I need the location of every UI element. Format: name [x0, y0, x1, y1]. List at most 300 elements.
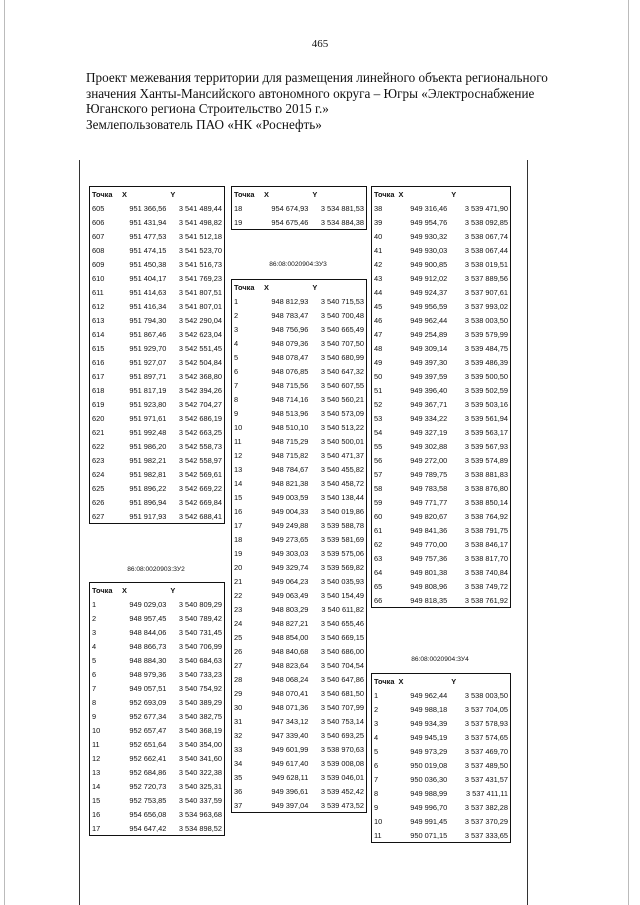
x-coordinate: 948 821,38 [271, 478, 309, 488]
header-y: Y [170, 189, 176, 199]
y-coordinate: 3 539 588,78 [320, 520, 364, 530]
table-row [372, 593, 510, 607]
x-coordinate: 949 973,29 [410, 746, 448, 756]
point-number: 5 [92, 655, 97, 665]
parcel-caption-zu3: 86:08:0020904:ЗУ3 [269, 261, 327, 268]
y-coordinate: 3 540 337,59 [178, 795, 222, 805]
point-number: 20 [234, 562, 243, 572]
table-row [232, 308, 366, 322]
document-heading [86, 70, 566, 132]
table-row [372, 565, 510, 579]
y-coordinate: 3 540 704,54 [320, 660, 364, 670]
x-coordinate: 949 912,02 [410, 273, 448, 283]
point-number: 46 [374, 315, 383, 325]
table-row [90, 285, 224, 299]
point-number: 8 [374, 788, 379, 798]
y-coordinate: 3 540 665,49 [320, 324, 364, 334]
point-number: 622 [92, 441, 105, 451]
header-point: Точка [374, 676, 395, 686]
x-coordinate: 951 867,46 [129, 329, 167, 339]
y-coordinate: 3 540 707,99 [320, 702, 364, 712]
y-coordinate: 3 537 993,02 [464, 301, 508, 311]
x-coordinate: 949 063,49 [271, 590, 309, 600]
x-coordinate: 949 900,85 [410, 259, 448, 269]
table-row [372, 523, 510, 537]
table-row [90, 355, 224, 369]
x-coordinate: 951 897,71 [129, 371, 167, 381]
header-y: Y [451, 189, 457, 199]
point-number: 10 [92, 725, 101, 735]
y-coordinate: 3 538 003,50 [464, 315, 508, 325]
table-row [90, 667, 224, 681]
x-coordinate: 948 854,00 [271, 632, 309, 642]
y-coordinate: 3 537 889,56 [464, 273, 508, 283]
x-coordinate: 949 303,03 [271, 548, 309, 558]
y-coordinate: 3 540 607,55 [320, 380, 364, 390]
table-row [232, 462, 366, 476]
y-coordinate: 3 542 504,84 [178, 357, 222, 367]
x-coordinate: 951 896,22 [129, 483, 167, 493]
table-row [372, 453, 510, 467]
y-coordinate: 3 541 523,70 [178, 245, 222, 255]
point-number: 52 [374, 399, 383, 409]
x-coordinate: 949 783,58 [410, 483, 448, 493]
table-row [90, 695, 224, 709]
table-row [232, 714, 366, 728]
table-row [372, 201, 510, 215]
x-coordinate: 951 366,56 [129, 203, 167, 213]
coordinates-grid [232, 187, 366, 229]
point-number: 33 [234, 744, 243, 754]
y-coordinate: 3 538 970,63 [320, 744, 364, 754]
y-coordinate: 3 538 881,83 [464, 469, 508, 479]
table-row [90, 299, 224, 313]
x-coordinate: 949 757,36 [410, 553, 448, 563]
table-row [90, 793, 224, 807]
table-row [372, 411, 510, 425]
table-row [232, 201, 366, 215]
y-coordinate: 3 541 489,44 [178, 203, 222, 213]
y-coordinate: 3 538 761,92 [464, 595, 508, 605]
x-coordinate: 951 414,63 [129, 287, 167, 297]
point-number: 1 [374, 690, 379, 700]
x-coordinate: 954 674,93 [271, 203, 309, 213]
point-number: 49 [374, 357, 383, 367]
point-number: 43 [374, 273, 383, 283]
y-coordinate: 3 534 881,53 [320, 203, 364, 213]
header-point: Точка [234, 282, 255, 292]
point-number: 32 [234, 730, 243, 740]
point-number: 31 [234, 716, 243, 726]
point-number: 30 [234, 702, 243, 712]
y-coordinate: 3 540 154,49 [320, 590, 364, 600]
x-coordinate: 949 029,03 [129, 599, 167, 609]
x-coordinate: 948 071,36 [271, 702, 309, 712]
x-coordinate: 949 820,67 [410, 511, 448, 521]
y-coordinate: 3 540 706,99 [178, 641, 222, 651]
y-coordinate: 3 542 688,41 [178, 511, 222, 521]
table-header-row [232, 187, 366, 201]
point-number: 12 [92, 753, 101, 763]
coordinates-table-zu3 [231, 279, 367, 813]
x-coordinate: 951 431,94 [129, 217, 167, 227]
x-coordinate: 949 334,22 [410, 413, 448, 423]
point-number: 616 [92, 357, 105, 367]
point-number: 26 [234, 646, 243, 656]
table-row [90, 467, 224, 481]
point-number: 24 [234, 618, 243, 628]
y-coordinate: 3 542 669,22 [178, 483, 222, 493]
table-row [90, 821, 224, 835]
x-coordinate: 951 450,38 [129, 259, 167, 269]
point-number: 64 [374, 567, 383, 577]
point-number: 5 [234, 352, 239, 362]
point-number: 620 [92, 413, 105, 423]
table-row [372, 383, 510, 397]
x-coordinate: 949 962,44 [410, 315, 448, 325]
y-coordinate: 3 538 846,17 [464, 539, 508, 549]
point-number: 11 [374, 830, 382, 840]
x-coordinate: 948 510,10 [271, 422, 309, 432]
y-coordinate: 3 542 368,80 [178, 371, 222, 381]
x-coordinate: 952 662,41 [129, 753, 167, 763]
y-coordinate: 3 540 733,23 [178, 669, 222, 679]
point-number: 66 [374, 595, 383, 605]
parcel-caption-zu2: 86:08:0020903:ЗУ2 [127, 566, 185, 573]
table-row [232, 756, 366, 770]
y-coordinate: 3 540 389,29 [178, 697, 222, 707]
scan-edge-left [4, 0, 5, 905]
point-number: 12 [234, 450, 243, 460]
x-coordinate: 951 982,21 [129, 455, 167, 465]
y-coordinate: 3 540 700,48 [320, 310, 364, 320]
table-row [232, 294, 366, 308]
point-number: 611 [92, 287, 104, 297]
y-coordinate: 3 539 008,08 [320, 758, 364, 768]
y-coordinate: 3 537 469,70 [464, 746, 508, 756]
y-coordinate: 3 542 394,26 [178, 385, 222, 395]
table-row [372, 786, 510, 800]
y-coordinate: 3 539 502,59 [464, 385, 508, 395]
table-row [372, 744, 510, 758]
point-number: 610 [92, 273, 105, 283]
point-number: 606 [92, 217, 105, 227]
header-point: Точка [92, 585, 113, 595]
point-number: 4 [92, 641, 97, 651]
point-number: 2 [234, 310, 239, 320]
table-row [232, 406, 366, 420]
table-row [372, 215, 510, 229]
y-coordinate: 3 537 370,29 [464, 816, 508, 826]
y-coordinate: 3 537 574,65 [464, 732, 508, 742]
x-coordinate: 949 962,44 [410, 690, 448, 700]
point-number: 4 [374, 732, 379, 742]
table-row [90, 807, 224, 821]
x-coordinate: 948 513,96 [271, 408, 309, 418]
coordinates-table-38-66 [371, 186, 511, 608]
table-row [90, 751, 224, 765]
table-row [372, 341, 510, 355]
point-number: 16 [92, 809, 101, 819]
header-point: Точка [234, 189, 255, 199]
x-coordinate: 954 675,46 [271, 217, 309, 227]
y-coordinate: 3 540 368,19 [178, 725, 222, 735]
point-number: 614 [92, 329, 105, 339]
x-coordinate: 948 078,47 [271, 352, 309, 362]
point-number: 54 [374, 427, 383, 437]
y-coordinate: 3 541 516,73 [178, 259, 222, 269]
point-number: 619 [92, 399, 105, 409]
x-coordinate: 951 992,48 [129, 427, 167, 437]
table-row [90, 653, 224, 667]
table-row [372, 467, 510, 481]
y-coordinate: 3 540 611,82 [321, 604, 364, 614]
point-number: 626 [92, 497, 105, 507]
point-number: 627 [92, 511, 105, 521]
y-coordinate: 3 540 513,22 [320, 422, 364, 432]
x-coordinate: 948 812,93 [271, 296, 309, 306]
y-coordinate: 3 542 558,97 [178, 455, 222, 465]
x-coordinate: 949 954,76 [410, 217, 448, 227]
y-coordinate: 3 538 764,92 [464, 511, 508, 521]
y-coordinate: 3 539 567,93 [464, 441, 508, 451]
y-coordinate: 3 539 563,17 [464, 427, 508, 437]
table-row [232, 784, 366, 798]
point-number: 11 [234, 436, 242, 446]
x-coordinate: 948 783,47 [271, 310, 309, 320]
x-coordinate: 949 818,35 [410, 595, 448, 605]
point-number: 613 [92, 315, 105, 325]
table-row [372, 257, 510, 271]
x-coordinate: 947 343,12 [271, 716, 309, 726]
table-row [90, 383, 224, 397]
table-row [90, 313, 224, 327]
x-coordinate: 949 302,88 [410, 441, 448, 451]
table-row [372, 271, 510, 285]
table-row [90, 639, 224, 653]
table-row [232, 742, 366, 756]
x-coordinate: 954 656,08 [129, 809, 167, 819]
table-row [372, 243, 510, 257]
table-row [372, 355, 510, 369]
y-coordinate: 3 540 647,32 [320, 366, 364, 376]
x-coordinate: 952 693,09 [129, 697, 167, 707]
y-coordinate: 3 540 655,46 [320, 618, 364, 628]
point-number: 19 [234, 217, 243, 227]
y-coordinate: 3 540 669,15 [320, 632, 364, 642]
y-coordinate: 3 542 290,04 [178, 315, 222, 325]
point-number: 28 [234, 674, 243, 684]
point-number: 11 [92, 739, 100, 749]
point-number: 45 [374, 301, 383, 311]
table-row [372, 299, 510, 313]
table-row [90, 425, 224, 439]
point-number: 18 [234, 534, 243, 544]
point-number: 60 [374, 511, 383, 521]
table-row [232, 392, 366, 406]
x-coordinate: 949 617,40 [271, 758, 309, 768]
table-row [90, 765, 224, 779]
point-number: 1 [234, 296, 239, 306]
x-coordinate: 949 601,99 [271, 744, 309, 754]
table-row [372, 828, 510, 842]
x-coordinate: 948 079,36 [271, 338, 309, 348]
coordinates-grid [90, 583, 224, 835]
x-coordinate: 952 657,47 [129, 725, 167, 735]
y-coordinate: 3 537 382,28 [464, 802, 508, 812]
x-coordinate: 949 309,14 [410, 343, 448, 353]
table-row [232, 616, 366, 630]
point-number: 18 [234, 203, 243, 213]
y-coordinate: 3 540 573,09 [320, 408, 364, 418]
x-coordinate: 948 068,24 [271, 674, 309, 684]
y-coordinate: 3 540 809,29 [178, 599, 222, 609]
y-coordinate: 3 540 341,60 [178, 753, 222, 763]
x-coordinate: 952 720,73 [129, 781, 167, 791]
table-row [90, 481, 224, 495]
table-header-row [90, 583, 224, 597]
point-number: 17 [234, 520, 243, 530]
y-coordinate: 3 540 458,72 [320, 478, 364, 488]
table-header-row [372, 187, 510, 201]
point-number: 618 [92, 385, 105, 395]
y-coordinate: 3 540 731,45 [178, 627, 222, 637]
y-coordinate: 3 540 322,38 [178, 767, 222, 777]
x-coordinate: 950 071,15 [410, 830, 448, 840]
x-coordinate: 948 866,73 [129, 641, 167, 651]
y-coordinate: 3 539 503,16 [464, 399, 508, 409]
point-number: 62 [374, 539, 383, 549]
x-coordinate: 951 794,30 [129, 315, 167, 325]
x-coordinate: 951 927,07 [129, 357, 167, 367]
point-number: 55 [374, 441, 383, 451]
x-coordinate: 949 367,71 [410, 399, 448, 409]
table-row [90, 453, 224, 467]
x-coordinate: 949 841,36 [410, 525, 448, 535]
y-coordinate: 3 537 489,50 [464, 760, 508, 770]
table-header-row [90, 187, 224, 201]
table-row [232, 378, 366, 392]
x-coordinate: 948 784,67 [271, 464, 309, 474]
x-coordinate: 952 753,85 [129, 795, 167, 805]
point-number: 615 [92, 343, 105, 353]
coordinates-table-605-627 [89, 186, 225, 524]
point-number: 1 [92, 599, 97, 609]
table-row [372, 730, 510, 744]
table-row [90, 327, 224, 341]
y-coordinate: 3 534 963,68 [178, 809, 222, 819]
x-coordinate: 947 339,40 [271, 730, 309, 740]
table-row [232, 476, 366, 490]
y-coordinate: 3 539 046,01 [320, 772, 364, 782]
y-coordinate: 3 538 067,74 [464, 231, 508, 241]
table-row [232, 588, 366, 602]
x-coordinate: 948 827,21 [271, 618, 309, 628]
x-coordinate: 949 988,18 [410, 704, 448, 714]
x-coordinate: 952 677,34 [129, 711, 167, 721]
point-number: 6 [92, 669, 97, 679]
table-row [372, 495, 510, 509]
table-row [232, 546, 366, 560]
table-row [232, 364, 366, 378]
table-row [90, 779, 224, 793]
y-coordinate: 3 538 876,80 [464, 483, 508, 493]
table-row [372, 481, 510, 495]
y-coordinate: 3 534 898,52 [178, 823, 222, 833]
y-coordinate: 3 540 707,50 [320, 338, 364, 348]
point-number: 13 [92, 767, 101, 777]
table-row [372, 285, 510, 299]
x-coordinate: 948 714,16 [271, 394, 309, 404]
point-number: 63 [374, 553, 383, 563]
table-row [90, 397, 224, 411]
y-coordinate: 3 539 575,06 [320, 548, 364, 558]
x-coordinate: 949 003,59 [271, 492, 309, 502]
x-coordinate: 949 396,40 [410, 385, 448, 395]
table-row [372, 716, 510, 730]
point-number: 40 [374, 231, 383, 241]
table-row [232, 434, 366, 448]
point-number: 13 [234, 464, 243, 474]
point-number: 50 [374, 371, 383, 381]
table-row [372, 537, 510, 551]
y-coordinate: 3 540 693,25 [320, 730, 364, 740]
table-row [90, 369, 224, 383]
table-row [232, 574, 366, 588]
y-coordinate: 3 538 850,14 [464, 497, 508, 507]
y-coordinate: 3 538 749,72 [464, 581, 508, 591]
table-row [232, 322, 366, 336]
coordinates-grid [90, 187, 224, 523]
x-coordinate: 949 945,19 [410, 732, 448, 742]
x-coordinate: 951 896,94 [129, 497, 167, 507]
point-number: 56 [374, 455, 383, 465]
x-coordinate: 949 628,11 [271, 772, 309, 782]
header-x: X [398, 189, 404, 199]
point-number: 38 [374, 203, 383, 213]
table-row [372, 800, 510, 814]
y-coordinate: 3 540 035,93 [320, 576, 364, 586]
point-number: 59 [374, 497, 383, 507]
point-number: 623 [92, 455, 105, 465]
x-coordinate: 948 076,85 [271, 366, 309, 376]
x-coordinate: 948 756,96 [271, 324, 309, 334]
table-row [372, 313, 510, 327]
point-number: 8 [234, 394, 239, 404]
point-number: 2 [374, 704, 379, 714]
point-number: 609 [92, 259, 105, 269]
header-y: Y [312, 282, 318, 292]
header-point: Точка [92, 189, 113, 199]
point-number: 37 [234, 800, 243, 810]
point-number: 47 [374, 329, 383, 339]
point-number: 608 [92, 245, 105, 255]
x-coordinate: 948 715,29 [271, 436, 309, 446]
heading-line: значения Ханты-Мансийского автономного округа – Югры «Электроснабжение [86, 85, 535, 101]
y-coordinate: 3 540 471,37 [320, 450, 364, 460]
table-row [90, 411, 224, 425]
x-coordinate: 950 019,08 [410, 760, 448, 770]
point-number: 607 [92, 231, 105, 241]
point-number: 6 [374, 760, 379, 770]
point-number: 5 [374, 746, 379, 756]
y-coordinate: 3 540 684,63 [178, 655, 222, 665]
y-coordinate: 3 539 569,82 [320, 562, 364, 572]
x-coordinate: 948 070,41 [271, 688, 309, 698]
x-coordinate: 949 254,89 [410, 329, 448, 339]
x-coordinate: 949 397,30 [410, 357, 448, 367]
x-coordinate: 949 771,77 [410, 497, 448, 507]
